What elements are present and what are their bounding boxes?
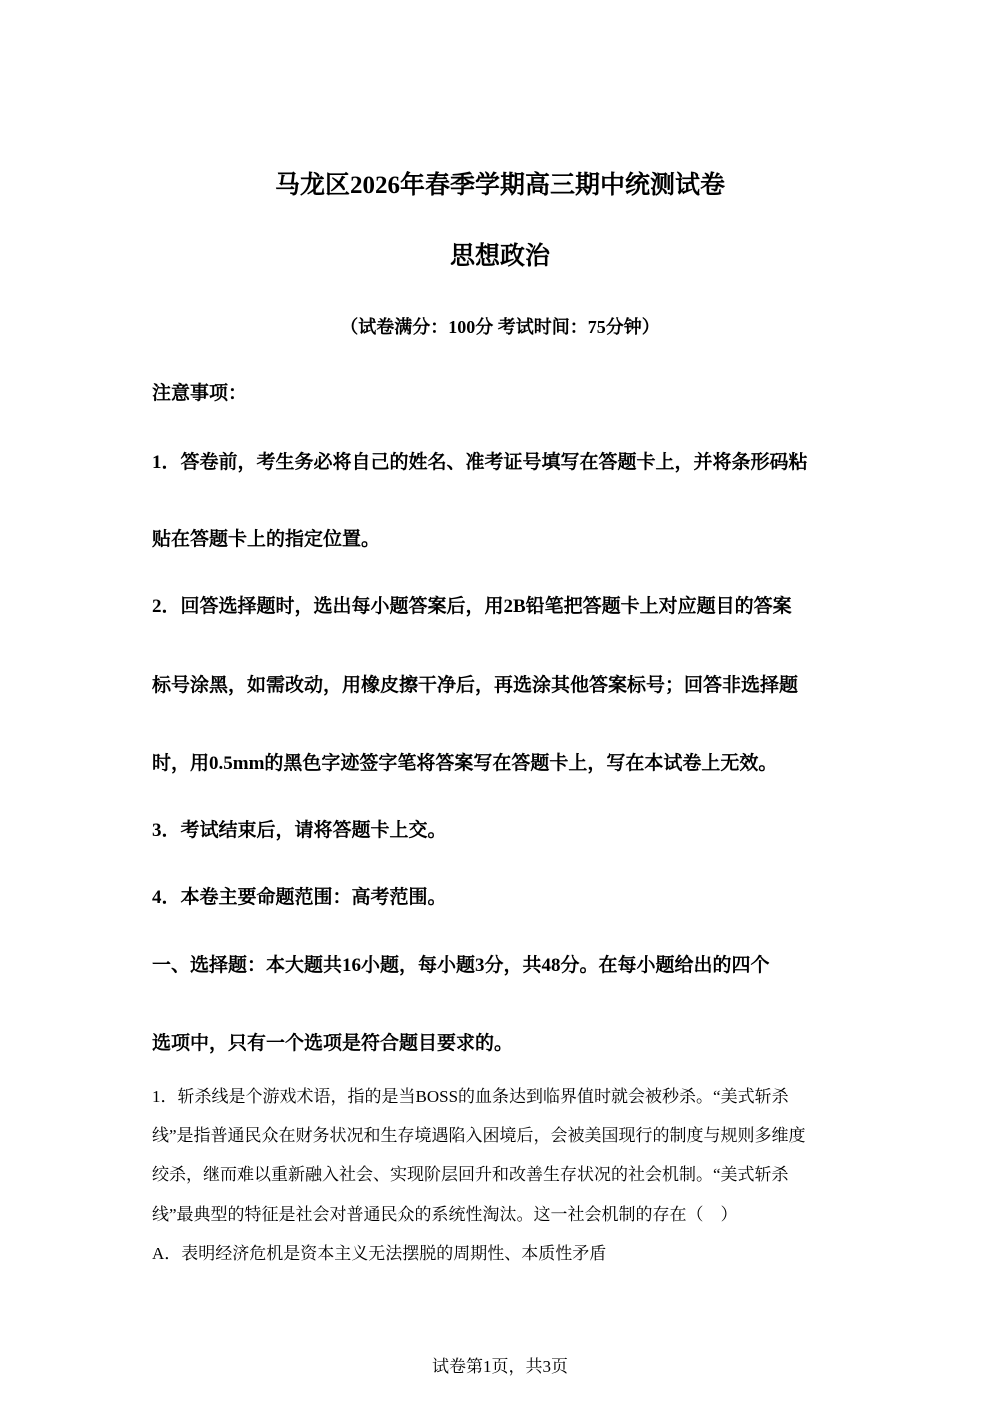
question-1-text: 线”是指普通民众在财务状况和生存境遇陷入困境后，会被美国现行的制度与规则多维度 [152, 1126, 806, 1145]
notice-line: 1．答卷前，考生务必将自己的姓名、准考证号填写在答题卡上，并将条形码粘 [152, 452, 808, 473]
page-footer: 试卷第1页，共3页 [432, 1357, 568, 1376]
section-heading: 一、选择题：本大题共16小题，每小题3分，共48分。在每小题给出的四个 [152, 955, 770, 976]
notice-line: 标号涂黑，如需改动，用橡皮擦干净后，再选涂其他答案标号；回答非选择题 [152, 675, 799, 696]
notice-line: 3．考试结束后，请将答题卡上交。 [152, 820, 447, 841]
section-heading-cont: 选项中，只有一个选项是符合题目要求的。 [152, 1033, 514, 1054]
question-1-option-a: A．表明经济危机是资本主义无法摆脱的周期性、本质性矛盾 [152, 1244, 607, 1263]
notice-line: 贴在答题卡上的指定位置。 [152, 529, 381, 550]
notice-heading: 注意事项： [152, 383, 248, 404]
question-1-text: 线”最典型的特征是社会对普通民众的系统性淘汰。这一社会机制的存在（ ） [152, 1205, 738, 1224]
subject-title: 思想政治 [449, 243, 550, 270]
question-1-text: 绞杀，继而难以重新融入社会、实现阶层回升和改善生存状况的社会机制。“美式斩杀 [152, 1165, 789, 1184]
question-1-text: 1．斩杀线是个游戏术语，指的是当BOSS的血条达到临界值时就会被秒杀。“美式斩杀 [152, 1087, 789, 1106]
notice-line: 2．回答选择题时，选出每小题答案后，用2B铅笔把答题卡上对应题目的答案 [152, 596, 792, 617]
notice-line: 4．本卷主要命题范围：高考范围。 [152, 887, 447, 908]
exam-title: 马龙区2026年春季学期高三期中统测试卷 [274, 172, 725, 199]
notice-line: 时，用0.5mm的黑色字迹签字笔将答案写在答题卡上，写在本试卷上无效。 [152, 753, 778, 774]
score-time-info: （试卷满分：100分 考试时间：75分钟） [340, 317, 660, 337]
